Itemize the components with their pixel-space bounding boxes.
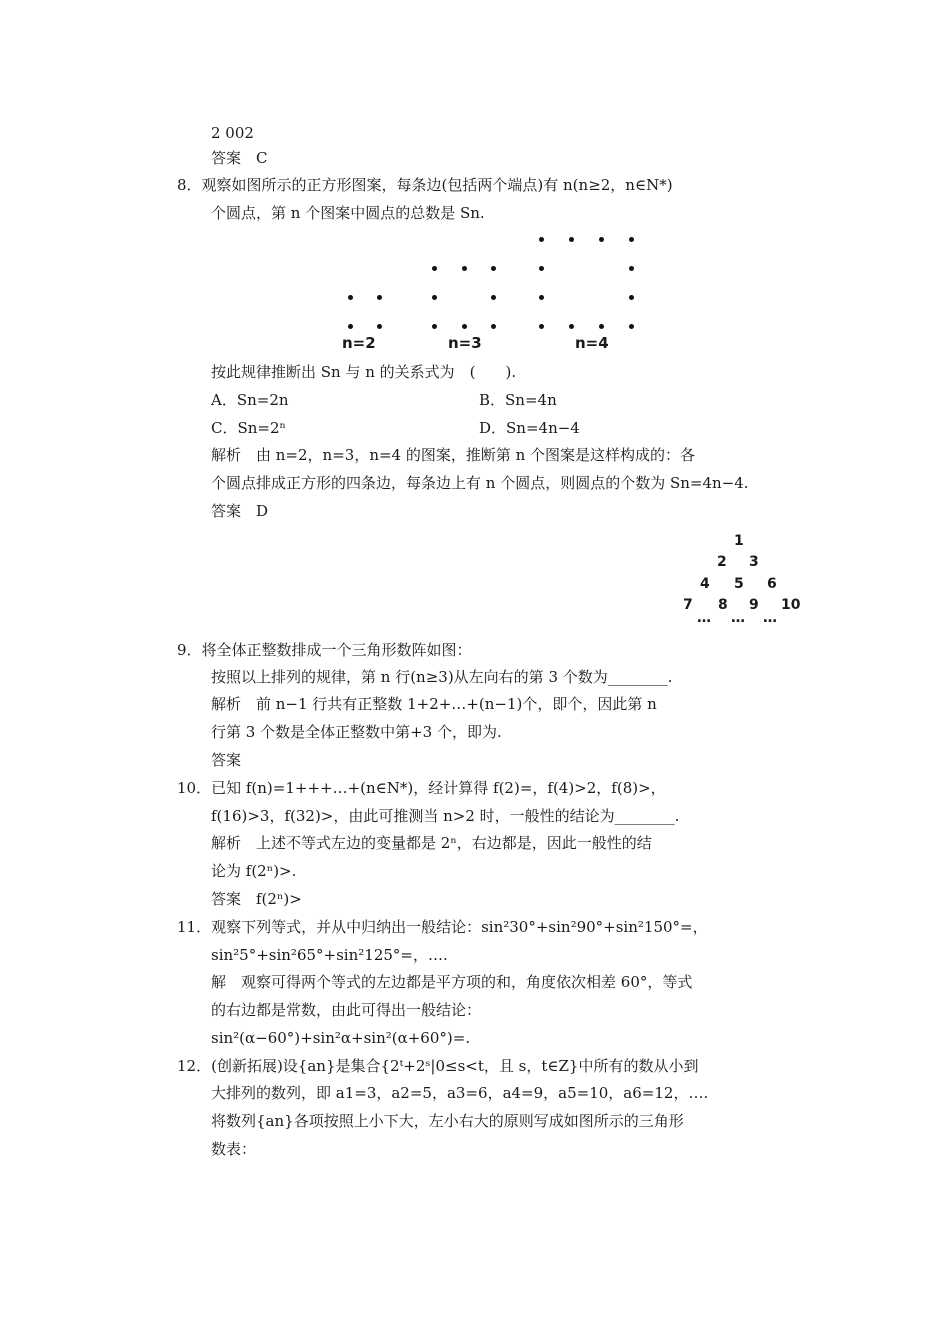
- triangle-number-array: [670, 530, 810, 630]
- q10-analysis-line1: 解析 上述不等式左边的变量都是 2ⁿ，右边都是，因此一般性的结: [211, 834, 652, 852]
- q10-analysis-line2: 论为 f(2ⁿ)>.: [211, 862, 297, 880]
- q8-option-d: D．Sn=4n−4: [479, 419, 580, 437]
- previous-answer: 答案 C: [211, 149, 268, 167]
- q10-answer: 答案 f(2ⁿ)>: [211, 890, 302, 908]
- triangle-number: 3: [749, 554, 759, 570]
- q8-option-c: C．Sn=2ⁿ: [211, 419, 287, 437]
- q11-analysis-line1: 解 观察可得两个等式的左边都是平方项的和，角度依次相差 60°，等式: [211, 973, 693, 991]
- previous-value: 2 002: [211, 124, 254, 142]
- q8-square-dot-figure: [330, 228, 650, 358]
- q11-stem-line2: sin²5°+sin²65°+sin²125°=，….: [211, 946, 448, 964]
- dot: [599, 237, 604, 242]
- dot: [432, 295, 437, 300]
- dot: [432, 324, 437, 329]
- dot: [462, 324, 467, 329]
- triangle-number: 9: [749, 597, 759, 613]
- triangle-number: 1: [734, 533, 744, 549]
- dot: [348, 324, 353, 329]
- dot: [432, 266, 437, 271]
- dot: [539, 324, 544, 329]
- dot: [491, 324, 496, 329]
- q10-stem-line1: 10．已知 f(n)=1+++…+(n∈N*)，经计算得 f(2)=，f(4)>2，f(8)>，: [177, 779, 666, 797]
- q9-analysis-line2: 行第 3 个数是全体正整数中第+3 个，即为.: [211, 723, 502, 741]
- dot: [348, 295, 353, 300]
- q12-stem-line2: 大排列的数列，即 a1=3，a2=5，a3=6，a4=9，a5=10，a6=12，….: [211, 1084, 709, 1102]
- q11-analysis-line3: sin²(α−60°)+sin²α+sin²(α+60°)=.: [211, 1029, 471, 1047]
- triangle-ellipsis: …: [763, 610, 777, 626]
- figure-label-n2: n=2: [342, 334, 376, 352]
- q9-analysis-line1: 解析 前 n−1 行共有正整数 1+2+…+(n−1)个，即个，因此第 n: [211, 695, 657, 713]
- dot: [462, 266, 467, 271]
- q11-stem-line1: 11．观察下列等式，并从中归纳出一般结论：sin²30°+sin²90°+sin²150°=，: [177, 918, 708, 936]
- triangle-number: 5: [734, 576, 744, 592]
- dot: [539, 237, 544, 242]
- triangle-number: 8: [718, 597, 728, 613]
- q9-stem-line1: 9．将全体正整数排成一个三角形数阵如图：: [177, 641, 472, 659]
- triangle-ellipsis: …: [697, 610, 711, 626]
- figure-label-n4: n=4: [575, 334, 609, 352]
- q8-stem-line2: 个圆点，第 n 个图案中圆点的总数是 Sn.: [211, 204, 485, 222]
- q8-answer: 答案 D: [211, 502, 269, 520]
- dot: [377, 324, 382, 329]
- dot: [539, 295, 544, 300]
- triangle-number: 10: [781, 597, 801, 613]
- dot: [629, 266, 634, 271]
- triangle-ellipsis: …: [731, 610, 745, 626]
- dot: [491, 295, 496, 300]
- triangle-number: 2: [717, 554, 727, 570]
- q12-stem-line3: 将数列{an}各项按照上小下大，左小右大的原则写成如图所示的三角形: [211, 1112, 684, 1130]
- q11-analysis-line2: 的右边都是常数，由此可得出一般结论：: [211, 1001, 482, 1019]
- triangle-number: 6: [767, 576, 777, 592]
- q8-option-a: A．Sn=2n: [211, 391, 289, 409]
- dot: [569, 324, 574, 329]
- q8-analysis-line2: 个圆点排成正方形的四条边，每条边上有 n 个圆点，则圆点的个数为 Sn=4n−4.: [211, 474, 749, 492]
- q8-stem-line1: 8．观察如图所示的正方形图案，每条边(包括两个端点)有 n(n≥2，n∈N*): [177, 176, 673, 194]
- q8-option-b: B．Sn=4n: [479, 391, 557, 409]
- dot: [629, 295, 634, 300]
- q9-answer: 答案: [211, 751, 242, 769]
- q10-stem-line2: f(16)>3，f(32)>，由此可推测当 n>2 时，一般性的结论为________.: [211, 807, 680, 825]
- dot: [629, 324, 634, 329]
- dot: [599, 324, 604, 329]
- dot: [569, 237, 574, 242]
- dot: [539, 266, 544, 271]
- triangle-number: 4: [700, 576, 710, 592]
- q8-question: 按此规律推断出 Sn 与 n 的关系式为 ( ).: [211, 363, 517, 381]
- dot: [629, 237, 634, 242]
- figure-label-n3: n=3: [448, 334, 482, 352]
- q12-stem-line4: 数表：: [211, 1140, 257, 1158]
- q8-analysis-line1: 解析 由 n=2，n=3，n=4 的图案，推断第 n 个图案是这样构成的：各: [211, 446, 696, 464]
- dot: [377, 295, 382, 300]
- dot: [491, 266, 496, 271]
- triangle-number: 7: [683, 597, 693, 613]
- q9-stem-line2: 按照以上排列的规律，第 n 行(n≥3)从左向右的第 3 个数为________.: [211, 668, 673, 686]
- q12-stem-line1: 12．(创新拓展)设{an}是集合{2ᵗ+2ˢ|0≤s<t，且 s，t∈Z}中所有的数从小到: [177, 1057, 699, 1075]
